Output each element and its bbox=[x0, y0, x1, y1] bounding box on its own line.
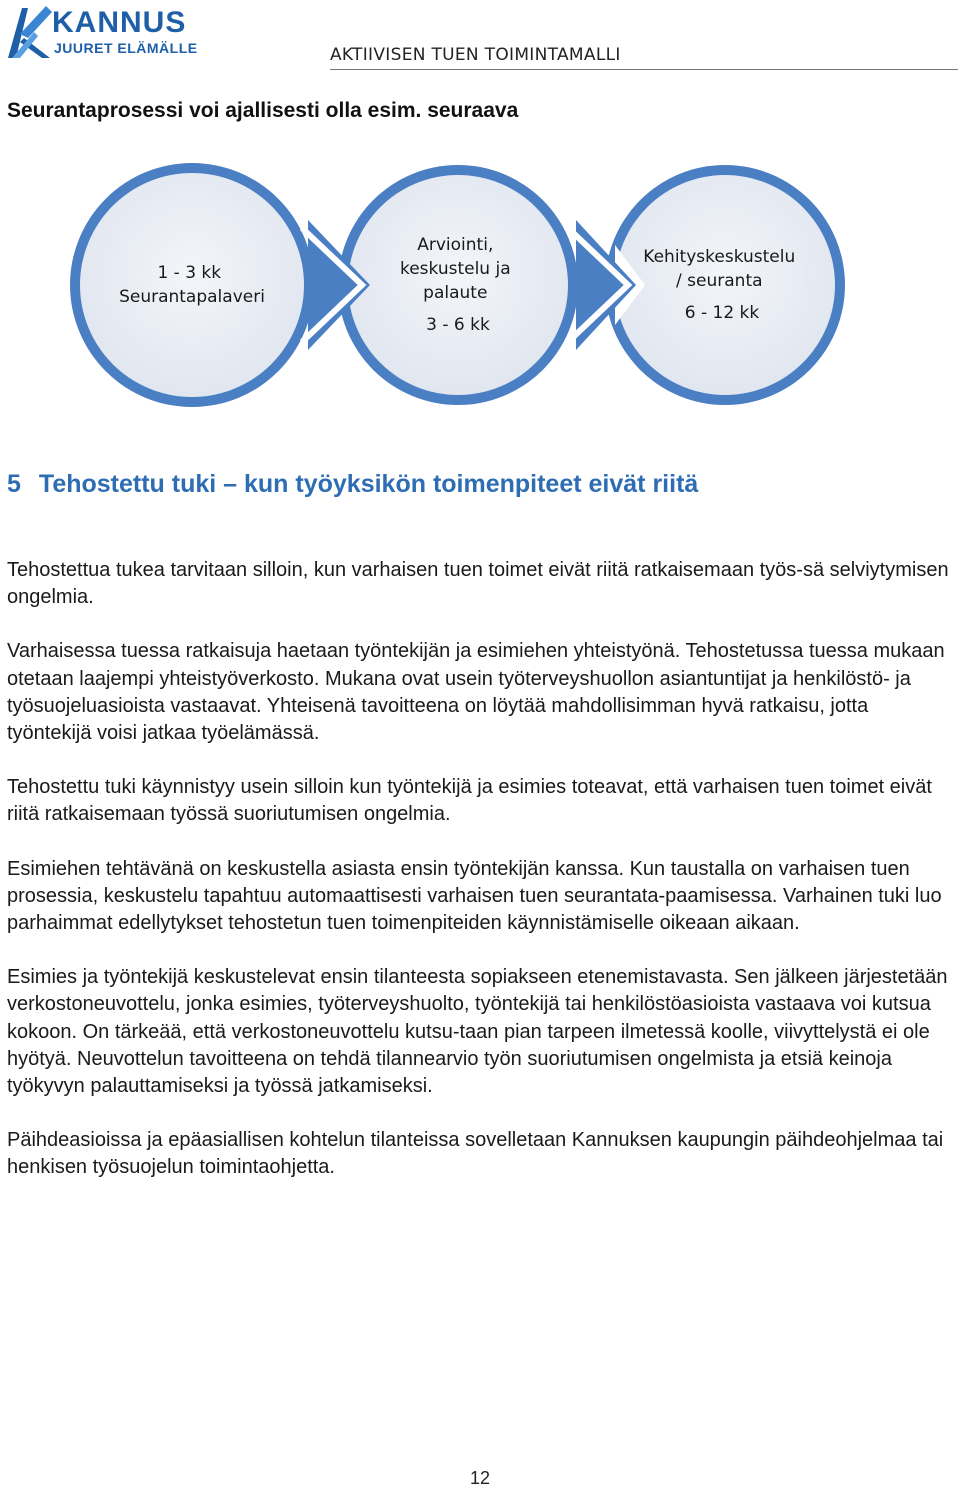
stage-1-line-1: 1 - 3 kk bbox=[157, 263, 222, 283]
paragraph-1: Tehostettua tukea tarvitaan silloin, kun varhaisen tuen toimet eivät riitä ratkaisemaan työs-sä selviytymisen ongelmia. bbox=[7, 559, 949, 609]
logo-name: KANNUS bbox=[52, 6, 187, 39]
process-diagram bbox=[60, 150, 860, 420]
section-heading bbox=[7, 470, 698, 499]
stage-2-line-1: Arviointi, bbox=[417, 235, 494, 255]
paragraph-5: Esimies ja työntekijä keskustelevat ensin tilanteesta sopiakseen etenemistavasta. Sen jälkeen järjestetään verkostoneuvottelu, jonka esimies, työterveyshuolto, työntekijä tai henkilöstöasioista vastaava voi kutsua kokoon. On tärkeää, että verkostoneuvottelu kutsu-taan pian tarpeen ilmetessä koolle, viivyttelystä ei ole hyötyä. Neuvottelun tavoitteena on tehdä tilannearvio työn suoriutumisen ongelmista ja etsiä keinoja työkyvyn palauttamiseksi ja työssä jatkamiseksi. bbox=[7, 966, 948, 1098]
section-number: 5 bbox=[7, 470, 21, 498]
paragraph-3: Tehostettu tuki käynnistyy usein silloin kun työntekijä ja esimies toteavat, että varhaisen tuen toimet eivät riitä ratkaisemaan työssä suoriutumisen ongelmia. bbox=[7, 776, 932, 826]
stage-1-line-2: Seurantapalaveri bbox=[119, 287, 265, 307]
kannus-logo-mark-icon bbox=[6, 4, 52, 60]
page-header bbox=[0, 0, 960, 72]
stage-3-line-2: / seuranta bbox=[676, 271, 763, 291]
stage-2-line-2: keskustelu ja bbox=[399, 259, 511, 279]
stage-2-line-3: palaute bbox=[423, 283, 488, 303]
logo-tagline: JUURET ELÄMÄLLE bbox=[54, 40, 198, 56]
page-number: 12 bbox=[469, 1468, 491, 1488]
stage-2-line-4: 3 - 6 kk bbox=[426, 315, 490, 335]
paragraph-4: Esimiehen tehtävänä on keskustella asiasta ensin työntekijän kanssa. Kun taustalla on varhaisen tuen prosessia, keskustelu tapahtuu automaattisesti varhaisen tuen seurantata-paamisessa. Varhainen tuki luo parhaimmat edellytykset tehostetun tuen toimenpiteiden käynnistämiselle oikeaan aikaan. bbox=[7, 857, 942, 935]
paragraph-2: Varhaisessa tuessa ratkaisuja haetaan työntekijän ja esimiehen yhteistyönä. Tehostetussa tuessa mukaan otetaan laajempi yhteistyöverkosto. Mukana ovat usein työterveyshuollon asiantuntijat ja henkilöstö- ja työsuojeluasioista vastaavat. Yhteisenä tavoitteena on löytää mahdollisimman hyvä ratkaisu, jotta työntekijä voisi jatkaa työelämässä. bbox=[7, 640, 945, 745]
body-text bbox=[7, 557, 952, 1209]
header-divider bbox=[330, 69, 958, 70]
document-title: AKTIIVISEN TUEN TOIMINTAMALLI bbox=[330, 45, 621, 65]
kannus-logo bbox=[6, 2, 206, 62]
section-title: Tehostettu tuki – kun työyksikön toimenpiteet eivät riitä bbox=[38, 470, 699, 498]
paragraph-6: Päihdeasioissa ja epäasiallisen kohtelun tilanteissa sovelletaan Kannuksen kaupungin päihdeohjelmaa tai henkisen työsuojelun toimintaohjetta. bbox=[7, 1129, 944, 1179]
stage-circle-1 bbox=[70, 163, 314, 407]
stage-3-line-3: 6 - 12 kk bbox=[684, 303, 760, 323]
stage-3-line-1: Kehityskeskustelu bbox=[643, 247, 796, 267]
intro-heading: Seurantaprosessi voi ajallisesti olla esim. seuraava bbox=[7, 99, 519, 122]
